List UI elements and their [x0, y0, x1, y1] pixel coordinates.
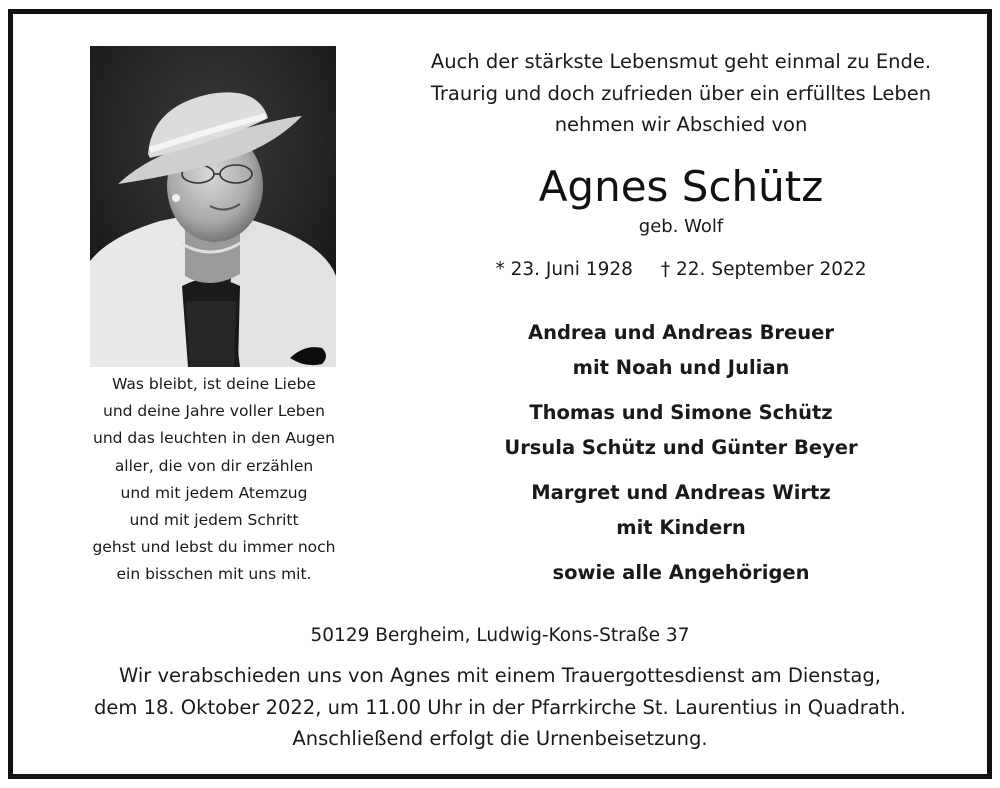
portrait-photo	[90, 46, 336, 367]
mourners-list	[395, 316, 967, 602]
mourner-line: Ursula Schütz und Günter Beyer	[504, 435, 858, 459]
poem-line: Was bleibt, ist deine Liebe	[112, 375, 316, 393]
mourner-line: mit Kindern	[616, 515, 746, 539]
intro-line: nehmen wir Abschied von	[554, 113, 808, 136]
mourner-line: Andrea und Andreas Breuer	[528, 321, 834, 344]
deceased-name: Agnes Schütz	[538, 162, 824, 211]
mourner-group	[395, 396, 967, 465]
service-line: dem 18. Oktober 2022, um 11.00 Uhr in der Pfarrkirche St. Laurentius in Quadrath.	[94, 695, 906, 719]
memorial-poem	[60, 371, 368, 589]
poem-line: aller, die von dir erzählen	[114, 456, 314, 475]
mourner-group	[395, 476, 967, 545]
service-details	[0, 660, 1000, 755]
mourner-line: Margret und Andreas Wirtz	[531, 481, 831, 504]
service-line: Anschließend erfolgt die Urnenbeisetzung.	[292, 727, 708, 750]
portrait-image	[90, 46, 336, 367]
mourner-line: Thomas und Simone Schütz	[529, 401, 833, 424]
mourner-line: mit Noah und Julian	[572, 355, 790, 379]
family-address: 50129 Bergheim, Ludwig-Kons-Straße 37	[310, 625, 690, 646]
death-date: † 22. September 2022	[660, 259, 867, 280]
life-dates	[395, 255, 967, 285]
poem-line: und mit jedem Schritt	[129, 511, 299, 530]
maiden-name: geb. Wolf	[638, 216, 724, 237]
birth-date: * 23. Juni 1928	[495, 259, 633, 280]
intro-line: Auch der stärkste Lebensmut geht einmal zu Ende.	[430, 50, 932, 73]
poem-line: und deine Jahre voller Leben	[103, 402, 325, 421]
intro-text	[395, 46, 967, 141]
service-line: Wir verabschieden uns von Agnes mit einem Trauergottesdienst am Dienstag,	[119, 664, 881, 687]
poem-line: und das leuchten in den Augen	[93, 429, 335, 448]
poem-line: ein bisschen mit uns mit.	[116, 565, 312, 584]
mourner-group	[395, 556, 967, 591]
poem-line: und mit jedem Atemzug	[120, 483, 308, 502]
intro-line: Traurig und doch zufrieden über ein erfülltes Leben	[430, 81, 932, 105]
mourner-group	[395, 316, 967, 385]
mourner-line: sowie alle Angehörigen	[552, 561, 810, 584]
poem-line: gehst und lebst du immer noch	[92, 538, 336, 557]
